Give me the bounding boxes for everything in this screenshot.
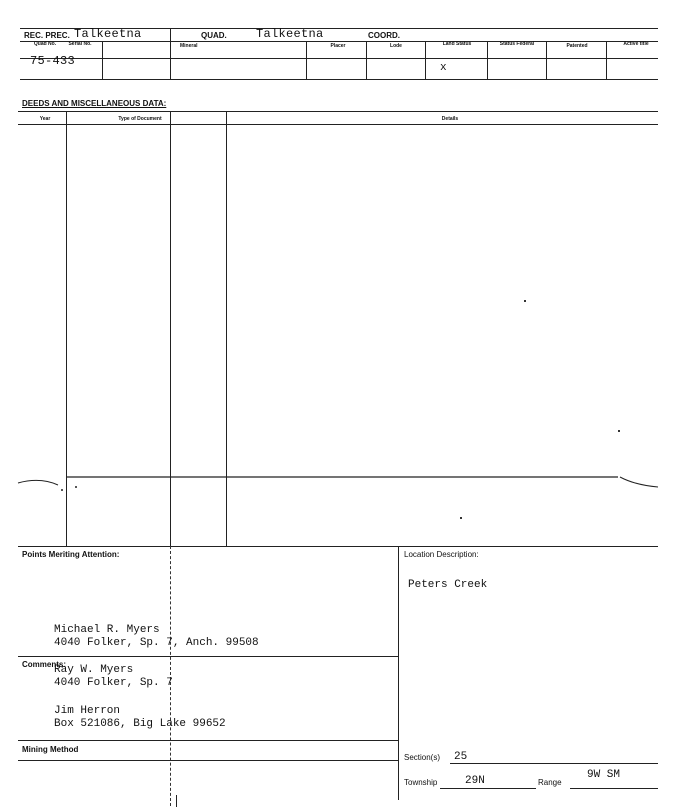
rec-prec-value: Talkeetna <box>74 27 142 41</box>
land-status-mark: x <box>440 62 447 74</box>
sections-value: 25 <box>454 751 468 763</box>
header-divider <box>606 41 607 79</box>
header-rule-bottom <box>20 79 658 80</box>
owner1-name: Michael R. Myers <box>54 624 160 636</box>
col-active-title: Active title <box>623 41 649 47</box>
owner2-name: Ray W. Myers <box>54 664 134 676</box>
col-lode: Lode <box>390 43 402 49</box>
header-rule <box>20 41 658 42</box>
col-patented: Patented <box>566 43 588 49</box>
col-placer: Placer <box>330 43 346 49</box>
lower-rule-top <box>18 546 658 547</box>
owner3-name: Jim Herron <box>54 705 121 717</box>
comments-label: Comments: <box>22 660 67 669</box>
comments-rule <box>18 656 398 657</box>
sections-underline <box>450 763 658 764</box>
col-quad-no: Quad No. <box>33 41 57 47</box>
col-details: Details <box>441 116 459 122</box>
header-divider <box>546 41 547 79</box>
deeds-rule-top <box>18 111 658 112</box>
rec-prec-label: REC. PREC. <box>24 31 70 40</box>
col-year: Year <box>39 116 51 122</box>
header-divider <box>170 28 171 79</box>
col-land-status: Land Status <box>442 41 472 47</box>
speck <box>524 300 526 302</box>
fold-tick <box>176 795 177 807</box>
coord-label: COORD. <box>368 31 400 40</box>
mining-label: Mining Method <box>22 745 79 754</box>
owner3-address: Box 521086, Big Lake 99652 <box>54 718 226 730</box>
deeds-heading: DEEDS AND MISCELLANEOUS DATA: <box>22 99 167 108</box>
col-status-federal: Status Federal <box>499 41 535 47</box>
owner2-address: 4040 Folker, Sp. 7 <box>54 677 173 689</box>
range-label: Range <box>538 778 562 787</box>
col-serial-no: Serial No. <box>68 41 92 47</box>
col-type-of-document: Type of Document <box>118 116 162 122</box>
scan-fold-line <box>0 465 678 495</box>
owner1-address: 4040 Folker, Sp. 7, Anch. 99508 <box>54 637 259 649</box>
quad-label: QUAD. <box>201 31 227 40</box>
quad-no-value: 75-433 <box>30 54 76 68</box>
range-value: 9W SM <box>587 769 621 781</box>
header-divider <box>425 41 426 79</box>
location-label: Location Description: <box>404 550 479 559</box>
range-underline <box>570 788 658 789</box>
sections-label: Section(s) <box>404 753 441 762</box>
header-divider <box>487 41 488 79</box>
col-mineral: Mineral <box>180 43 198 49</box>
speck <box>460 517 462 519</box>
header-divider <box>366 41 367 79</box>
mining-rule-bottom <box>18 760 398 761</box>
mining-rule <box>18 740 398 741</box>
fold-dashed-line <box>170 546 171 806</box>
points-label: Points Meriting Attention: <box>22 550 120 559</box>
header-divider <box>102 41 103 79</box>
header-rule-mid <box>20 58 658 59</box>
speck <box>618 430 620 432</box>
location-value: Peters Creek <box>408 579 488 591</box>
header-divider <box>306 41 307 79</box>
township-value: 29N <box>465 775 485 787</box>
quad-value: Talkeetna <box>256 27 324 41</box>
deeds-rule-header <box>18 124 658 125</box>
township-label: Township <box>404 778 438 787</box>
township-underline <box>440 788 536 789</box>
lower-divider <box>398 546 399 800</box>
